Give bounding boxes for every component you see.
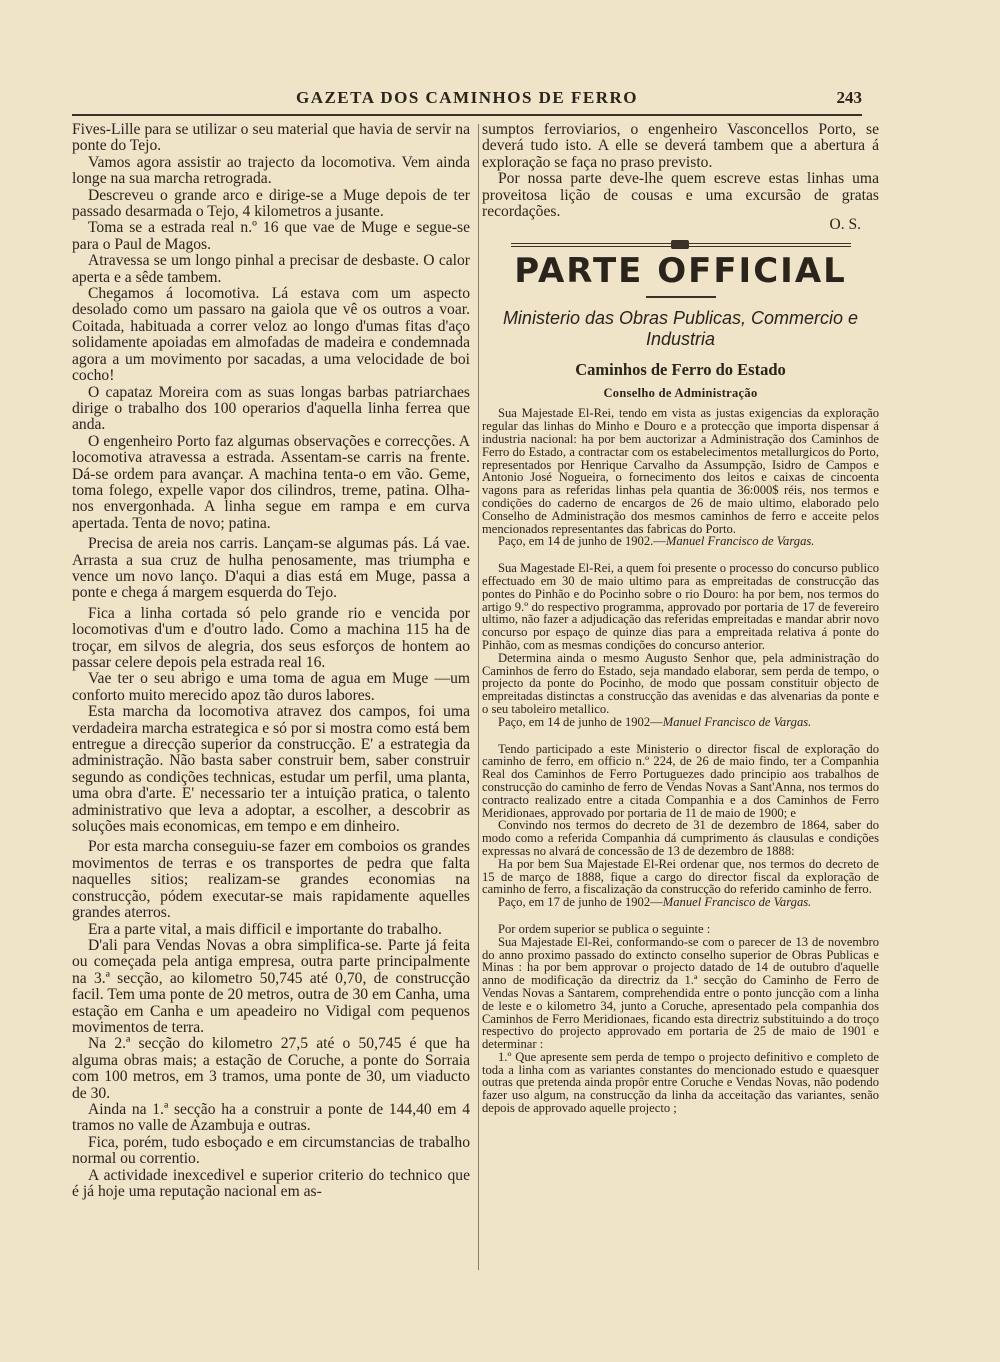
rule-ornament: [671, 240, 689, 249]
paragraph: Fica, porém, tudo esboçado e em circumstancias de trabalho normal ou correntio.: [72, 1133, 470, 1168]
publication-title: GAZETA DOS CAMINHOS DE FERRO: [295, 88, 639, 107]
decree-date: [482, 896, 879, 909]
subsubheading: Conselho de Administração: [603, 386, 758, 401]
ministry-heading: Ministerio das Obras Publicas, Commercio e Industria: [502, 308, 859, 350]
decree-date-text: Paço, em 17 de junho de 1902—: [498, 895, 663, 910]
spacer: [482, 729, 879, 743]
paragraph: Esta marcha da locomotiva atravez dos campos, foi uma verdadeira marcha estrategica e só por si mostra como está bem entregue a direcção superior da construcção. E' a estrategia da administração. Não basta saber construir bem, saber construir segundo as condições technicas, estudar um perfil, uma planta, uma obra d'arte. E' necessario ter a intuição pratica, o talento administrativo que leva a adoptar, a escolher, a descobrir as soluções mais economicas, em tempo e em dinheiro.: [72, 703, 470, 836]
paragraph: Precisa de areia nos carris. Lançam-se algumas pás. Lá vae. Arrasta a sua cruz de hulha penosamente, mas triumpha e vence um novo lanço. D'aqui a dias está em Muge, passa a ponte e chega á margem esquerda do Tejo.: [72, 535, 470, 602]
paragraph: Toma se a estrada real n.º 16 que vae de Muge e segue-se para o Paul de Magos.: [72, 219, 470, 253]
paragraph: Chegamos á locomotiva. Lá estava com um aspecto desolado como um passaro na gaiola que vê os outros a voar. Coitada, habituada a correr veloz ao longo d'umas fitas d'aço solidamente apoiadas em almofadas de madeira e condemnada agora a um movimento por sacadas, a uma velocidade de boi cocho!: [72, 285, 470, 385]
article-continuation: [482, 122, 879, 220]
page-number: 243: [836, 88, 862, 107]
ornamental-rule: [511, 240, 851, 250]
decree-text: Sua Majestade El-Rei, tendo em vista as justas exigencias da exploração regular das linhas do Minho e Douro e a protecção que importa dispensar á industria nacional: ha por bem auctorizar a Administração dos Caminhos de Ferro do Estado, a contractar com os estabelecimentos metallurgicos do Porto, representados por Henrique Carvalho da Assumpção, Isidro de Campos e Antonio José Nogueira, o fornecimento dos leitos e caixas de cincoenta vagons para as referidas linhas pela quantia de 36:000$ réis, nos termos e condições do caderno de encargos de 26 de maio ultimo, elaborado pelo Conselho de Administração dos mesmos caminhos de ferro e acceite pelos mencionados representantes das fabricas do Porto.: [482, 406, 879, 536]
paragraph: sumptos ferroviarios, o engenheiro Vasconcellos Porto, se deverá tudo isto. A elle se deverá tambem que a abertura á exploração se faça no praso previsto.: [482, 122, 879, 171]
paragraph: O capataz Moreira com as suas longas barbas patriarchaes dirige o trabalho dos 100 operarios d'aquella linha ferrea que anda.: [72, 383, 470, 434]
paragraph: D'ali para Vendas Novas a obra simplifica-se. Parte já feita ou começada pela antiga empresa, outra parte principalmente na 3.ª secção, ao kilometro 50,745 até 0,70, de construcção facil. Tem uma ponte de 20 metros, outra de 30 em Canha, uma estação em Canha e um apeadeiro no Vidigal com pequenos movimentos de terra.: [72, 936, 470, 1036]
spacer: [482, 909, 879, 923]
decree-text: Sua Majestade El-Rei, conformando-se com o parecer de 13 de novembro do anno proximo passado do extincto conselho superior de Obras Publicas e Minas : ha por bem approvar o projecto datado de 14 de outubro d'aquelle anno de modificação da directriz da 1.ª secção do Caminho de Ferro de Vendas Novas a Santarem, comprehendida entre o ponto juncção com a linha de leste e o kilometro 34, junto a Coruche, apresentado pela companhia dos Caminhos de Ferro Meridionaes, ficando esta directriz substituindo a do troço respectivo do projecto approvado em portaria de 25 de maio de 1901 e determinar :: [482, 934, 879, 1052]
decree-signatory: Manuel Francisco de Vargas.: [662, 895, 812, 910]
decree-text: Convindo nos termos do decreto de 31 de dezembro de 1864, saber do modo como a referida Companhia dá cumprimento ás clausulas e condições expressas no alvará de concessão de 13 de dezembro de 1888:: [482, 818, 879, 858]
paragraph: Fives-Lille para se utilizar o seu material que havia de servir na ponte do Tejo.: [72, 122, 470, 155]
spacer: [482, 548, 879, 562]
right-column: [482, 122, 879, 1272]
paragraph: O engenheiro Porto faz algumas observações e correcções. A locomotiva atravessa a estrada. Assentam-se carris na frente. Dá-se ordem para avançar. A machina tenta-o em vão. Geme, toma folego, expelle vapor dos cilindros, treme, patina. Olha-nos envergonhada. A linha segue em rampa e em curva apertada. Tenta de novo; patina.: [72, 432, 470, 532]
paragraph: Por esta marcha conseguiu-se fazer em comboios os grandes movimentos de terras e os transportes de pedra que falta naquelles sitios; realizam-se grandes economias na construcção, pódem executar-se mais rapidamente aquelles grandes aterros.: [72, 838, 470, 922]
section-heading: PARTE OFFICIAL: [514, 251, 847, 292]
divider: [646, 296, 716, 298]
decree-text: Tendo participado a este Ministerio o director fiscal de exploração do caminho de ferro, em officio n.º 224, de 26 de maio findo, ter a Companhia Real dos Caminhos de Ferro Portuguezes dado principio aos trabalhos de construcção do caminho de ferro de Vendas Novas a Sant'Anna, nos termos do contracto realizado entre a citada Companhia e a dos Caminhos de Ferro Meridionaes, approvado por portaria de 11 de maio de 1900; e: [482, 741, 879, 820]
decree-date-text: Paço, em 14 de junho de 1902—: [498, 714, 663, 729]
paragraph: Por nossa parte deve-lhe quem escreve estas linhas uma proveitosa lição de cousas e uma excursão de gratas recordações.: [482, 170, 879, 221]
decree-date: [482, 716, 879, 729]
left-column: [72, 122, 470, 1272]
decree-text: Determina ainda o mesmo Augusto Senhor que, pela administração do Caminhos de ferro do Estado, seja mandado elaborar, sem perda de tempo, o projecto da ponte do Pocinho, de modo que possam constituir objecto de empreitadas distinctas a construcção das avenidas e das alvenarias da ponte e o seu taboleiro metallico.: [482, 650, 879, 716]
decree-text: Sua Magestade El-Rei, a quem foi presente o processo do concurso publico effectuado em 30 de maio ultimo para as empreitadas de construcção das pontes do Pinhão e do Pocinho sobre o rio Douro: ha por bem, nos termos do artigo 9.º do respectivo programma, approvado por portaria de 17 de fevereiro ultimo, não fazer a adjudicação das referidas empreitadas e mandar abrir novo concurso por espaço de quinze dias para a empreitada relativa á ponte do Pinhão, com as mesmas condições do concurso anterior.: [482, 561, 879, 652]
paragraph: Era a parte vital, a mais difficil e importante do trabalho.: [88, 920, 442, 938]
author-signature: O. S.: [829, 216, 861, 234]
paragraph: Ainda na 1.ª secção ha a construir a ponte de 144,40 em 4 tramos no valle de Azambuja e outras.: [72, 1100, 470, 1135]
paragraph: Vamos agora assistir ao trajecto da locomotiva. Vem ainda longe na sua marcha retrograda.: [72, 153, 470, 188]
column-divider: [478, 124, 479, 1270]
decree-date: [482, 535, 879, 548]
paragraph: Na 2.ª secção do kilometro 27,5 até o 50,745 é que ha alguma obras mais; a estação de Coruche, a ponte do Sorraia com 100 metros, em 3 tramos, uma ponte de 30, um viaducto de 30.: [72, 1035, 470, 1102]
decree-text: 1.º Que apresente sem perda de tempo o projecto definitivo e completo de toda a linha com as variantes constantes do mencionado estudo e quaesquer outras que pretenda ainda propôr entre Coruche e Vendas Novas, não podendo fazer uso algum, na construcção da linha da acceitação das variantes, senão depois de approvado aquelle projecto ;: [482, 1049, 879, 1116]
paragraph: A actividade inexcedivel e superior criterio do technico que é já hoje uma reputação nacional em as-: [72, 1166, 470, 1200]
decree-signatory: Manuel Francisco de Vargas.: [662, 714, 812, 729]
page-header: [72, 84, 862, 116]
paragraph: Atravessa se um longo pinhal a precisar de desbaste. O calor aperta e a sêde tambem.: [72, 252, 470, 286]
decree-text: Ha por bem Sua Majestade El-Rei ordenar que, nos termos do decreto de 15 de março de 1888, fique a cargo do director fiscal da exploração de caminho de ferro, a fiscalização da construcção do referido caminho de ferro.: [482, 856, 879, 897]
subheading: Caminhos de Ferro do Estado: [575, 360, 786, 380]
paragraph: Descreveu o grande arco e dirige-se a Muge depois de ter passado desarmada o Tejo, 4 kilometros a jusante.: [72, 186, 470, 221]
decree-signatory: Manuel Francisco de Vargas.: [665, 534, 815, 549]
decree-text: Por ordem superior se publica o seguinte :: [498, 921, 711, 936]
decree-date-text: Paço, em 14 de junho de 1902.—: [498, 534, 666, 549]
decrees-list: [482, 407, 879, 1114]
paragraph: Vae ter o seu abrigo e uma toma de agua em Muge —um conforto muito merecido apoz tão duros labores.: [72, 670, 470, 704]
paragraph: Fica a linha cortada só pelo grande rio e vencida por locomotivas d'um e d'outro lado. Como a machina 115 ha de troçar, em silvos de alegria, dos seus esforços de hontem ao passar celere depois pela estrada real 16.: [72, 604, 470, 671]
